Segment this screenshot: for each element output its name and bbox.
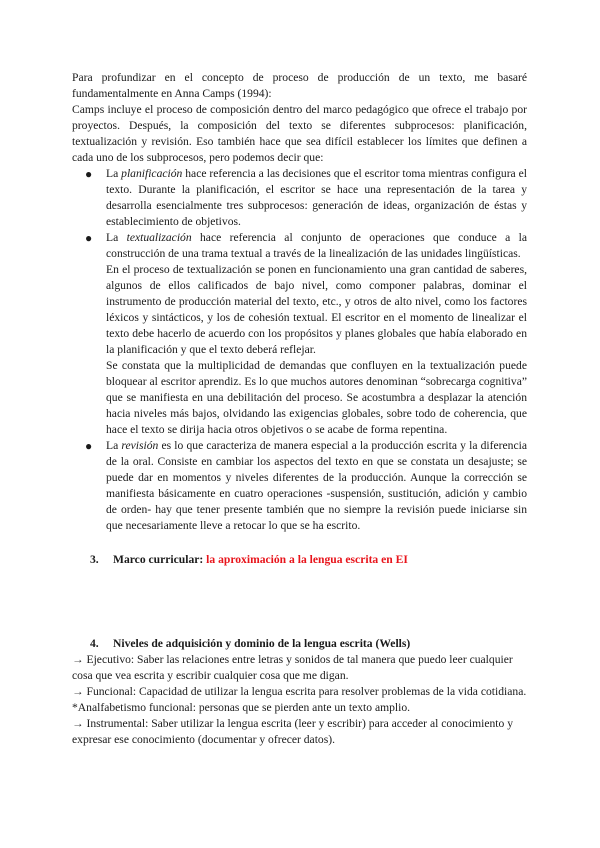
intro-paragraph-1: Para profundizar en el concepto de proceso de producción de un texto, me basaré fundamentalmente en Anna Camps (1994): bbox=[72, 71, 527, 100]
intro-paragraph-2: Camps incluye el proceso de composición dentro del marco pedagógico que ofrece el trabajo por proyectos. Después, la composición del texto se diferentes subprocesos: planificación, textualización y revisión. Eso también hace que sea difícil establecer los límites que definen a cada uno de los subprocesos, pero podemos decir que: bbox=[72, 103, 527, 164]
list-item-revision: ● La revisión es lo que caracteriza de manera especial a la producción escrita y la diferencia de la oral. Consiste en cambiar los aspectos del texto en que se constata un desajuste; se puede dar en momentos y niveles diferentes de la producción. Aunque la corrección se manifiesta básicamente en cuatro operaciones -suspensión, sustitución, adición y cambio de orden- hay que tener presente también que no siempre la revisión puede iniciarse sin que necesariamente lleve a retocar lo que se ha escrito. bbox=[85, 439, 527, 532]
level-ejecutivo: → Ejecutivo: Saber las relaciones entre letras y sonidos de tal manera que puedo leer cualquier cosa que vea escrita y escribir cualquier cosa que me digan. bbox=[72, 653, 513, 682]
list-item-textualizacion: ● La textualización hace referencia al conjunto de operaciones que conduce a la construcción de una trama textual a través de la linealización de las unidades lingüísticas. En el proceso de textualización se ponen en funcionamiento una gran cantidad de saberes, algunos de ellos calificados de bajo nivel, como componer palabras, dominar el instrumento de producción material del texto, etc., y otros de alto nivel, como los factores léxicos y sintácticos, y los de cohesión textual. El escritor en el momento de linealizar el texto debe hacerlo de acuerdo con los propósitos y planes globales que había elaborado en la planificación y que el texto deberá reflejar. Se constata que la multiplicidad de demandas que confluyen en la textualización puede bloquear al escritor aprendiz. Es lo que muchos autores denominan “sobrecarga cognitiva” que se manifiesta en una debilitación del proceso. Se acostumbra a desplazar la atención hacia niveles más bajos, olvidando las exigencias globales, sobre todo de coherencia, que hace el texto se dirija hacia otros objetivos o se acabe de forma repentina. bbox=[85, 231, 527, 436]
level-instrumental: → Instrumental: Saber utilizar la lengua escrita (leer y escribir) para acceder al conocimiento y expresar ese conocimiento (documentar y ofrecer datos). bbox=[72, 717, 514, 746]
bullet-icon: ● bbox=[85, 439, 93, 453]
section-4-heading: 4. Niveles de adquisición y dominio de la lengua escrita (Wells) bbox=[90, 637, 411, 650]
term-revision: revisión bbox=[121, 439, 159, 452]
term-planificacion: planificación bbox=[121, 167, 183, 180]
bullet-icon: ● bbox=[85, 231, 93, 245]
textualizacion-paragraph-2: En el proceso de textualización se ponen en funcionamiento una gran cantidad de saberes, algunos de ellos calificados de bajo nivel, como componer palabras, dominar el instrumento de producción material del texto, etc., y otros de alto nivel, como los factores léxicos y sintácticos, y los de cohesión textual. El escritor en el momento de linealizar el texto debe hacerlo de acuerdo con los propósitos y planes globales que había elaborado en la planificación y que el texto deberá reflejar. bbox=[106, 263, 527, 356]
list-item-planificacion: ● La planificación hace referencia a las decisiones que el escritor toma mientras configura el texto. Durante la planificación, el escritor se hace una representación de la tarea y desarrolla esencialmente tres subprocesos: generación de ideas, organización de éstas y establecimiento de objetivos. bbox=[85, 167, 527, 228]
bullet-icon: ● bbox=[85, 167, 93, 181]
level-funcional: → Funcional: Capacidad de utilizar la lengua escrita para resolver problemas de la vida cotidiana. *Analfabetismo funcional: personas que se pierden ante un texto amplio. bbox=[72, 685, 527, 714]
section-3-heading: 3. Marco curricular: la aproximación a la lengua escrita en EI bbox=[90, 553, 408, 566]
textualizacion-paragraph-3: Se constata que la multiplicidad de demandas que confluyen en la textualización puede bloquear al escritor aprendiz. Es lo que muchos autores denominan “sobrecarga cognitiva” que se manifiesta en una debilitación del proceso. Se acostumbra a desplazar la atención hacia niveles más bajos, olvidando las exigencias globales, sobre todo de coherencia, que hace el texto se dirija hacia otros objetivos o se acabe de forma repentina. bbox=[106, 359, 527, 436]
section-3-highlight: la aproximación a la lengua escrita en EI bbox=[206, 553, 408, 566]
subprocess-list bbox=[72, 166, 527, 534]
term-textualizacion: textualización bbox=[126, 231, 192, 244]
document-page bbox=[72, 70, 527, 748]
